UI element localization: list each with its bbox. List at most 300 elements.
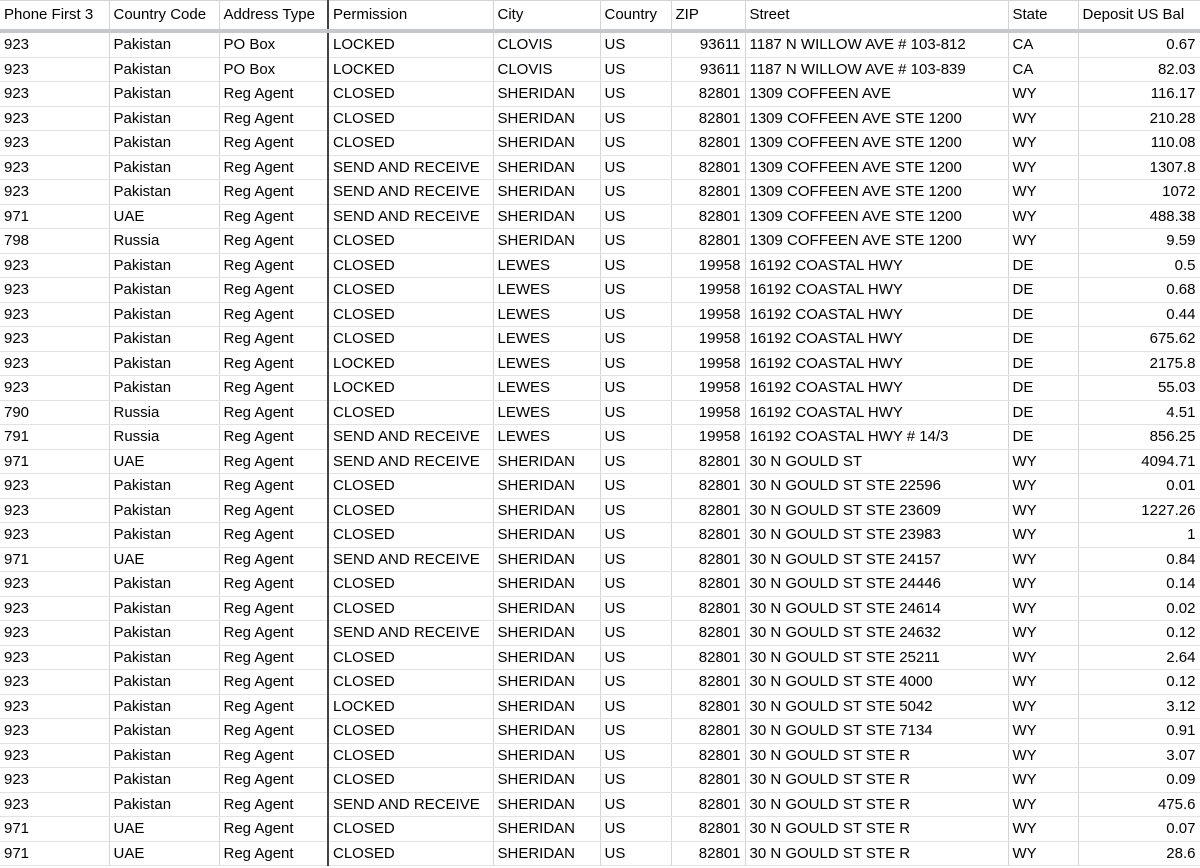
cell-city[interactable]: LEWES <box>493 400 600 425</box>
cell-phone-first-3[interactable]: 971 <box>0 204 109 229</box>
cell-country-code[interactable]: Russia <box>109 229 219 254</box>
cell-deposit-us-bal[interactable]: 1072 <box>1078 180 1200 205</box>
cell-zip[interactable]: 82801 <box>671 449 745 474</box>
cell-phone-first-3[interactable]: 923 <box>0 670 109 695</box>
cell-permission[interactable]: CLOSED <box>328 719 493 744</box>
cell-deposit-us-bal[interactable]: 28.6 <box>1078 841 1200 866</box>
cell-permission[interactable]: LOCKED <box>328 694 493 719</box>
cell-permission[interactable]: CLOSED <box>328 572 493 597</box>
cell-country[interactable]: US <box>600 768 671 793</box>
cell-country-code[interactable]: Pakistan <box>109 82 219 107</box>
cell-country-code[interactable]: UAE <box>109 204 219 229</box>
cell-city[interactable]: SHERIDAN <box>493 180 600 205</box>
cell-phone-first-3[interactable]: 923 <box>0 106 109 131</box>
cell-phone-first-3[interactable]: 923 <box>0 694 109 719</box>
cell-permission[interactable]: CLOSED <box>328 523 493 548</box>
cell-permission[interactable]: SEND AND RECEIVE <box>328 180 493 205</box>
cell-city[interactable]: SHERIDAN <box>493 106 600 131</box>
cell-phone-first-3[interactable]: 923 <box>0 327 109 352</box>
cell-country-code[interactable]: UAE <box>109 841 219 866</box>
cell-phone-first-3[interactable]: 923 <box>0 768 109 793</box>
column-header-phone-first-3[interactable]: Phone First 3 <box>0 1 109 32</box>
cell-deposit-us-bal[interactable]: 0.91 <box>1078 719 1200 744</box>
cell-country-code[interactable]: Pakistan <box>109 351 219 376</box>
cell-country-code[interactable]: Pakistan <box>109 621 219 646</box>
cell-zip[interactable]: 82801 <box>671 106 745 131</box>
cell-phone-first-3[interactable]: 923 <box>0 474 109 499</box>
cell-phone-first-3[interactable]: 923 <box>0 82 109 107</box>
cell-country-code[interactable]: Pakistan <box>109 474 219 499</box>
cell-deposit-us-bal[interactable]: 0.09 <box>1078 768 1200 793</box>
cell-address-type[interactable]: Reg Agent <box>219 523 328 548</box>
cell-zip[interactable]: 82801 <box>671 204 745 229</box>
cell-phone-first-3[interactable]: 923 <box>0 376 109 401</box>
cell-deposit-us-bal[interactable]: 856.25 <box>1078 425 1200 450</box>
cell-permission[interactable]: CLOSED <box>328 596 493 621</box>
cell-street[interactable]: 30 N GOULD ST STE R <box>745 768 1008 793</box>
cell-country-code[interactable]: Pakistan <box>109 376 219 401</box>
cell-address-type[interactable]: Reg Agent <box>219 376 328 401</box>
cell-state[interactable]: WY <box>1008 474 1078 499</box>
cell-country[interactable]: US <box>600 229 671 254</box>
cell-street[interactable]: 1309 COFFEEN AVE STE 1200 <box>745 131 1008 156</box>
cell-country-code[interactable]: Pakistan <box>109 768 219 793</box>
cell-address-type[interactable]: Reg Agent <box>219 572 328 597</box>
cell-state[interactable]: WY <box>1008 768 1078 793</box>
cell-permission[interactable]: CLOSED <box>328 817 493 842</box>
cell-address-type[interactable]: Reg Agent <box>219 547 328 572</box>
cell-address-type[interactable]: Reg Agent <box>219 694 328 719</box>
cell-country-code[interactable]: UAE <box>109 449 219 474</box>
cell-street[interactable]: 16192 COASTAL HWY <box>745 327 1008 352</box>
cell-state[interactable]: WY <box>1008 670 1078 695</box>
cell-address-type[interactable]: Reg Agent <box>219 229 328 254</box>
cell-state[interactable]: WY <box>1008 817 1078 842</box>
cell-phone-first-3[interactable]: 923 <box>0 253 109 278</box>
column-header-country[interactable]: Country <box>600 1 671 32</box>
cell-country-code[interactable]: Pakistan <box>109 106 219 131</box>
cell-city[interactable]: CLOVIS <box>493 31 600 57</box>
cell-address-type[interactable]: Reg Agent <box>219 449 328 474</box>
cell-zip[interactable]: 82801 <box>671 743 745 768</box>
cell-street[interactable]: 1309 COFFEEN AVE STE 1200 <box>745 106 1008 131</box>
cell-country-code[interactable]: Pakistan <box>109 302 219 327</box>
cell-city[interactable]: LEWES <box>493 425 600 450</box>
cell-city[interactable]: LEWES <box>493 351 600 376</box>
cell-deposit-us-bal[interactable]: 2.64 <box>1078 645 1200 670</box>
cell-country[interactable]: US <box>600 523 671 548</box>
cell-city[interactable]: LEWES <box>493 253 600 278</box>
cell-permission[interactable]: CLOSED <box>328 82 493 107</box>
cell-phone-first-3[interactable]: 923 <box>0 31 109 57</box>
cell-street[interactable]: 1309 COFFEEN AVE STE 1200 <box>745 155 1008 180</box>
cell-state[interactable]: WY <box>1008 82 1078 107</box>
cell-address-type[interactable]: Reg Agent <box>219 400 328 425</box>
cell-country-code[interactable]: Pakistan <box>109 670 219 695</box>
cell-address-type[interactable]: PO Box <box>219 31 328 57</box>
cell-deposit-us-bal[interactable]: 4094.71 <box>1078 449 1200 474</box>
cell-phone-first-3[interactable]: 798 <box>0 229 109 254</box>
cell-permission[interactable]: CLOSED <box>328 768 493 793</box>
cell-street[interactable]: 30 N GOULD ST STE 24614 <box>745 596 1008 621</box>
cell-country-code[interactable]: Pakistan <box>109 523 219 548</box>
cell-city[interactable]: SHERIDAN <box>493 498 600 523</box>
cell-address-type[interactable]: Reg Agent <box>219 204 328 229</box>
cell-country[interactable]: US <box>600 621 671 646</box>
cell-country[interactable]: US <box>600 817 671 842</box>
cell-deposit-us-bal[interactable]: 4.51 <box>1078 400 1200 425</box>
cell-phone-first-3[interactable]: 923 <box>0 180 109 205</box>
cell-country[interactable]: US <box>600 106 671 131</box>
cell-country[interactable]: US <box>600 400 671 425</box>
cell-state[interactable]: WY <box>1008 204 1078 229</box>
cell-country[interactable]: US <box>600 670 671 695</box>
cell-city[interactable]: LEWES <box>493 278 600 303</box>
cell-country-code[interactable]: Pakistan <box>109 792 219 817</box>
cell-street[interactable]: 30 N GOULD ST STE 5042 <box>745 694 1008 719</box>
cell-phone-first-3[interactable]: 791 <box>0 425 109 450</box>
cell-street[interactable]: 30 N GOULD ST STE R <box>745 817 1008 842</box>
cell-country-code[interactable]: Pakistan <box>109 743 219 768</box>
cell-zip[interactable]: 82801 <box>671 180 745 205</box>
cell-address-type[interactable]: Reg Agent <box>219 645 328 670</box>
cell-zip[interactable]: 82801 <box>671 719 745 744</box>
cell-permission[interactable]: SEND AND RECEIVE <box>328 792 493 817</box>
cell-country-code[interactable]: Pakistan <box>109 278 219 303</box>
cell-city[interactable]: SHERIDAN <box>493 768 600 793</box>
cell-country[interactable]: US <box>600 253 671 278</box>
cell-state[interactable]: WY <box>1008 694 1078 719</box>
cell-country-code[interactable]: Pakistan <box>109 719 219 744</box>
cell-country[interactable]: US <box>600 474 671 499</box>
cell-permission[interactable]: CLOSED <box>328 327 493 352</box>
cell-permission[interactable]: SEND AND RECEIVE <box>328 155 493 180</box>
cell-country[interactable]: US <box>600 425 671 450</box>
cell-country[interactable]: US <box>600 327 671 352</box>
cell-country[interactable]: US <box>600 82 671 107</box>
cell-state[interactable]: WY <box>1008 572 1078 597</box>
cell-address-type[interactable]: Reg Agent <box>219 498 328 523</box>
cell-country[interactable]: US <box>600 841 671 866</box>
cell-phone-first-3[interactable]: 923 <box>0 523 109 548</box>
cell-phone-first-3[interactable]: 923 <box>0 498 109 523</box>
cell-permission[interactable]: CLOSED <box>328 229 493 254</box>
cell-deposit-us-bal[interactable]: 488.38 <box>1078 204 1200 229</box>
cell-country[interactable]: US <box>600 278 671 303</box>
cell-permission[interactable]: LOCKED <box>328 31 493 57</box>
cell-address-type[interactable]: Reg Agent <box>219 82 328 107</box>
cell-address-type[interactable]: Reg Agent <box>219 351 328 376</box>
cell-country-code[interactable]: Pakistan <box>109 572 219 597</box>
cell-address-type[interactable]: Reg Agent <box>219 302 328 327</box>
cell-permission[interactable]: LOCKED <box>328 351 493 376</box>
cell-city[interactable]: CLOVIS <box>493 57 600 82</box>
cell-deposit-us-bal[interactable]: 0.01 <box>1078 474 1200 499</box>
cell-phone-first-3[interactable]: 923 <box>0 131 109 156</box>
cell-street[interactable]: 16192 COASTAL HWY # 14/3 <box>745 425 1008 450</box>
cell-phone-first-3[interactable]: 971 <box>0 841 109 866</box>
cell-state[interactable]: WY <box>1008 547 1078 572</box>
cell-permission[interactable]: SEND AND RECEIVE <box>328 425 493 450</box>
cell-zip[interactable]: 19958 <box>671 351 745 376</box>
cell-permission[interactable]: CLOSED <box>328 302 493 327</box>
cell-city[interactable]: SHERIDAN <box>493 547 600 572</box>
cell-street[interactable]: 30 N GOULD ST STE 24446 <box>745 572 1008 597</box>
cell-address-type[interactable]: Reg Agent <box>219 719 328 744</box>
cell-phone-first-3[interactable]: 923 <box>0 572 109 597</box>
cell-country-code[interactable]: UAE <box>109 547 219 572</box>
cell-city[interactable]: SHERIDAN <box>493 572 600 597</box>
cell-zip[interactable]: 82801 <box>671 82 745 107</box>
cell-country-code[interactable]: Pakistan <box>109 57 219 82</box>
cell-phone-first-3[interactable]: 971 <box>0 449 109 474</box>
cell-country[interactable]: US <box>600 31 671 57</box>
cell-city[interactable]: SHERIDAN <box>493 229 600 254</box>
cell-deposit-us-bal[interactable]: 3.07 <box>1078 743 1200 768</box>
cell-street[interactable]: 30 N GOULD ST STE R <box>745 792 1008 817</box>
cell-deposit-us-bal[interactable]: 475.6 <box>1078 792 1200 817</box>
cell-state[interactable]: DE <box>1008 253 1078 278</box>
cell-city[interactable]: SHERIDAN <box>493 841 600 866</box>
column-header-country-code[interactable]: Country Code <box>109 1 219 32</box>
cell-zip[interactable]: 82801 <box>671 841 745 866</box>
cell-state[interactable]: WY <box>1008 645 1078 670</box>
cell-street[interactable]: 30 N GOULD ST STE 24157 <box>745 547 1008 572</box>
cell-country-code[interactable]: Pakistan <box>109 596 219 621</box>
cell-state[interactable]: WY <box>1008 621 1078 646</box>
cell-country[interactable]: US <box>600 719 671 744</box>
cell-state[interactable]: CA <box>1008 57 1078 82</box>
cell-deposit-us-bal[interactable]: 110.08 <box>1078 131 1200 156</box>
cell-city[interactable]: SHERIDAN <box>493 817 600 842</box>
cell-state[interactable]: WY <box>1008 719 1078 744</box>
cell-permission[interactable]: SEND AND RECEIVE <box>328 547 493 572</box>
cell-state[interactable]: DE <box>1008 400 1078 425</box>
cell-address-type[interactable]: Reg Agent <box>219 155 328 180</box>
cell-zip[interactable]: 82801 <box>671 768 745 793</box>
cell-permission[interactable]: CLOSED <box>328 278 493 303</box>
cell-deposit-us-bal[interactable]: 0.14 <box>1078 572 1200 597</box>
cell-country-code[interactable]: Pakistan <box>109 155 219 180</box>
cell-zip[interactable]: 19958 <box>671 400 745 425</box>
cell-city[interactable]: SHERIDAN <box>493 670 600 695</box>
cell-city[interactable]: SHERIDAN <box>493 449 600 474</box>
cell-phone-first-3[interactable]: 923 <box>0 621 109 646</box>
cell-address-type[interactable]: Reg Agent <box>219 768 328 793</box>
cell-phone-first-3[interactable]: 923 <box>0 278 109 303</box>
cell-address-type[interactable]: Reg Agent <box>219 841 328 866</box>
cell-state[interactable]: WY <box>1008 841 1078 866</box>
cell-street[interactable]: 1309 COFFEEN AVE STE 1200 <box>745 180 1008 205</box>
cell-phone-first-3[interactable]: 971 <box>0 817 109 842</box>
cell-permission[interactable]: LOCKED <box>328 57 493 82</box>
cell-country-code[interactable]: Pakistan <box>109 31 219 57</box>
cell-country[interactable]: US <box>600 547 671 572</box>
cell-zip[interactable]: 19958 <box>671 327 745 352</box>
cell-state[interactable]: DE <box>1008 425 1078 450</box>
cell-address-type[interactable]: Reg Agent <box>219 792 328 817</box>
cell-country-code[interactable]: Russia <box>109 400 219 425</box>
cell-phone-first-3[interactable]: 923 <box>0 302 109 327</box>
cell-city[interactable]: SHERIDAN <box>493 645 600 670</box>
cell-deposit-us-bal[interactable]: 0.84 <box>1078 547 1200 572</box>
cell-deposit-us-bal[interactable]: 675.62 <box>1078 327 1200 352</box>
cell-street[interactable]: 16192 COASTAL HWY <box>745 400 1008 425</box>
cell-address-type[interactable]: Reg Agent <box>219 621 328 646</box>
cell-street[interactable]: 1187 N WILLOW AVE # 103-812 <box>745 31 1008 57</box>
cell-deposit-us-bal[interactable]: 0.12 <box>1078 621 1200 646</box>
cell-country-code[interactable]: Pakistan <box>109 327 219 352</box>
cell-state[interactable]: WY <box>1008 229 1078 254</box>
cell-state[interactable]: WY <box>1008 180 1078 205</box>
cell-street[interactable]: 30 N GOULD ST STE 7134 <box>745 719 1008 744</box>
cell-permission[interactable]: CLOSED <box>328 670 493 695</box>
cell-state[interactable]: DE <box>1008 278 1078 303</box>
cell-street[interactable]: 30 N GOULD ST STE R <box>745 743 1008 768</box>
cell-street[interactable]: 1309 COFFEEN AVE <box>745 82 1008 107</box>
cell-state[interactable]: DE <box>1008 302 1078 327</box>
cell-city[interactable]: SHERIDAN <box>493 523 600 548</box>
cell-address-type[interactable]: Reg Agent <box>219 670 328 695</box>
cell-country[interactable]: US <box>600 302 671 327</box>
cell-country[interactable]: US <box>600 351 671 376</box>
cell-phone-first-3[interactable]: 923 <box>0 743 109 768</box>
column-header-street[interactable]: Street <box>745 1 1008 32</box>
cell-deposit-us-bal[interactable]: 0.67 <box>1078 31 1200 57</box>
cell-country[interactable]: US <box>600 180 671 205</box>
cell-permission[interactable]: CLOSED <box>328 498 493 523</box>
cell-phone-first-3[interactable]: 923 <box>0 351 109 376</box>
cell-phone-first-3[interactable]: 923 <box>0 57 109 82</box>
cell-phone-first-3[interactable]: 923 <box>0 645 109 670</box>
cell-zip[interactable]: 82801 <box>671 645 745 670</box>
cell-city[interactable]: LEWES <box>493 327 600 352</box>
cell-street[interactable]: 30 N GOULD ST STE 4000 <box>745 670 1008 695</box>
cell-zip[interactable]: 93611 <box>671 31 745 57</box>
cell-zip[interactable]: 82801 <box>671 155 745 180</box>
cell-deposit-us-bal[interactable]: 55.03 <box>1078 376 1200 401</box>
cell-country-code[interactable]: Pakistan <box>109 180 219 205</box>
cell-state[interactable]: WY <box>1008 792 1078 817</box>
cell-street[interactable]: 1187 N WILLOW AVE # 103-839 <box>745 57 1008 82</box>
cell-deposit-us-bal[interactable]: 2175.8 <box>1078 351 1200 376</box>
cell-city[interactable]: SHERIDAN <box>493 694 600 719</box>
column-header-zip[interactable]: ZIP <box>671 1 745 32</box>
cell-zip[interactable]: 82801 <box>671 547 745 572</box>
cell-street[interactable]: 30 N GOULD ST STE 23983 <box>745 523 1008 548</box>
cell-deposit-us-bal[interactable]: 0.5 <box>1078 253 1200 278</box>
cell-address-type[interactable]: Reg Agent <box>219 180 328 205</box>
cell-country[interactable]: US <box>600 596 671 621</box>
column-header-state[interactable]: State <box>1008 1 1078 32</box>
cell-street[interactable]: 30 N GOULD ST <box>745 449 1008 474</box>
cell-state[interactable]: WY <box>1008 743 1078 768</box>
cell-address-type[interactable]: Reg Agent <box>219 596 328 621</box>
cell-country[interactable]: US <box>600 694 671 719</box>
cell-country[interactable]: US <box>600 57 671 82</box>
cell-address-type[interactable]: Reg Agent <box>219 474 328 499</box>
cell-street[interactable]: 30 N GOULD ST STE 22596 <box>745 474 1008 499</box>
cell-permission[interactable]: CLOSED <box>328 743 493 768</box>
cell-city[interactable]: SHERIDAN <box>493 792 600 817</box>
cell-permission[interactable]: SEND AND RECEIVE <box>328 204 493 229</box>
cell-zip[interactable]: 19958 <box>671 425 745 450</box>
cell-phone-first-3[interactable]: 923 <box>0 596 109 621</box>
cell-address-type[interactable]: Reg Agent <box>219 743 328 768</box>
cell-country-code[interactable]: Pakistan <box>109 253 219 278</box>
cell-zip[interactable]: 82801 <box>671 621 745 646</box>
cell-city[interactable]: SHERIDAN <box>493 743 600 768</box>
cell-permission[interactable]: CLOSED <box>328 474 493 499</box>
cell-permission[interactable]: CLOSED <box>328 106 493 131</box>
cell-phone-first-3[interactable]: 923 <box>0 792 109 817</box>
cell-state[interactable]: WY <box>1008 596 1078 621</box>
cell-state[interactable]: WY <box>1008 155 1078 180</box>
cell-deposit-us-bal[interactable]: 1 <box>1078 523 1200 548</box>
cell-zip[interactable]: 82801 <box>671 131 745 156</box>
cell-deposit-us-bal[interactable]: 1307.8 <box>1078 155 1200 180</box>
cell-street[interactable]: 16192 COASTAL HWY <box>745 351 1008 376</box>
cell-zip[interactable]: 93611 <box>671 57 745 82</box>
cell-address-type[interactable]: Reg Agent <box>219 817 328 842</box>
cell-country[interactable]: US <box>600 498 671 523</box>
cell-zip[interactable]: 82801 <box>671 523 745 548</box>
cell-country[interactable]: US <box>600 792 671 817</box>
cell-city[interactable]: SHERIDAN <box>493 596 600 621</box>
cell-zip[interactable]: 19958 <box>671 253 745 278</box>
cell-deposit-us-bal[interactable]: 1227.26 <box>1078 498 1200 523</box>
cell-address-type[interactable]: Reg Agent <box>219 425 328 450</box>
cell-city[interactable]: SHERIDAN <box>493 474 600 499</box>
cell-state[interactable]: WY <box>1008 106 1078 131</box>
cell-address-type[interactable]: Reg Agent <box>219 106 328 131</box>
cell-city[interactable]: SHERIDAN <box>493 82 600 107</box>
cell-address-type[interactable]: Reg Agent <box>219 278 328 303</box>
column-header-address-type[interactable]: Address Type <box>219 1 328 32</box>
cell-zip[interactable]: 19958 <box>671 278 745 303</box>
cell-street[interactable]: 30 N GOULD ST STE 23609 <box>745 498 1008 523</box>
column-header-city[interactable]: City <box>493 1 600 32</box>
cell-street[interactable]: 30 N GOULD ST STE 25211 <box>745 645 1008 670</box>
cell-country-code[interactable]: UAE <box>109 817 219 842</box>
cell-country[interactable]: US <box>600 645 671 670</box>
cell-state[interactable]: DE <box>1008 351 1078 376</box>
cell-city[interactable]: SHERIDAN <box>493 204 600 229</box>
cell-zip[interactable]: 82801 <box>671 474 745 499</box>
cell-deposit-us-bal[interactable]: 0.68 <box>1078 278 1200 303</box>
cell-city[interactable]: LEWES <box>493 302 600 327</box>
cell-deposit-us-bal[interactable]: 210.28 <box>1078 106 1200 131</box>
cell-address-type[interactable]: Reg Agent <box>219 327 328 352</box>
cell-state[interactable]: CA <box>1008 31 1078 57</box>
cell-country-code[interactable]: Pakistan <box>109 498 219 523</box>
cell-country-code[interactable]: Pakistan <box>109 131 219 156</box>
cell-permission[interactable]: CLOSED <box>328 253 493 278</box>
cell-country-code[interactable]: Pakistan <box>109 694 219 719</box>
cell-zip[interactable]: 82801 <box>671 817 745 842</box>
cell-zip[interactable]: 82801 <box>671 670 745 695</box>
cell-state[interactable]: DE <box>1008 327 1078 352</box>
cell-country-code[interactable]: Pakistan <box>109 645 219 670</box>
cell-phone-first-3[interactable]: 923 <box>0 719 109 744</box>
cell-state[interactable]: WY <box>1008 449 1078 474</box>
cell-address-type[interactable]: Reg Agent <box>219 253 328 278</box>
cell-deposit-us-bal[interactable]: 82.03 <box>1078 57 1200 82</box>
cell-country[interactable]: US <box>600 449 671 474</box>
cell-zip[interactable]: 82801 <box>671 498 745 523</box>
cell-city[interactable]: LEWES <box>493 376 600 401</box>
cell-zip[interactable]: 19958 <box>671 376 745 401</box>
